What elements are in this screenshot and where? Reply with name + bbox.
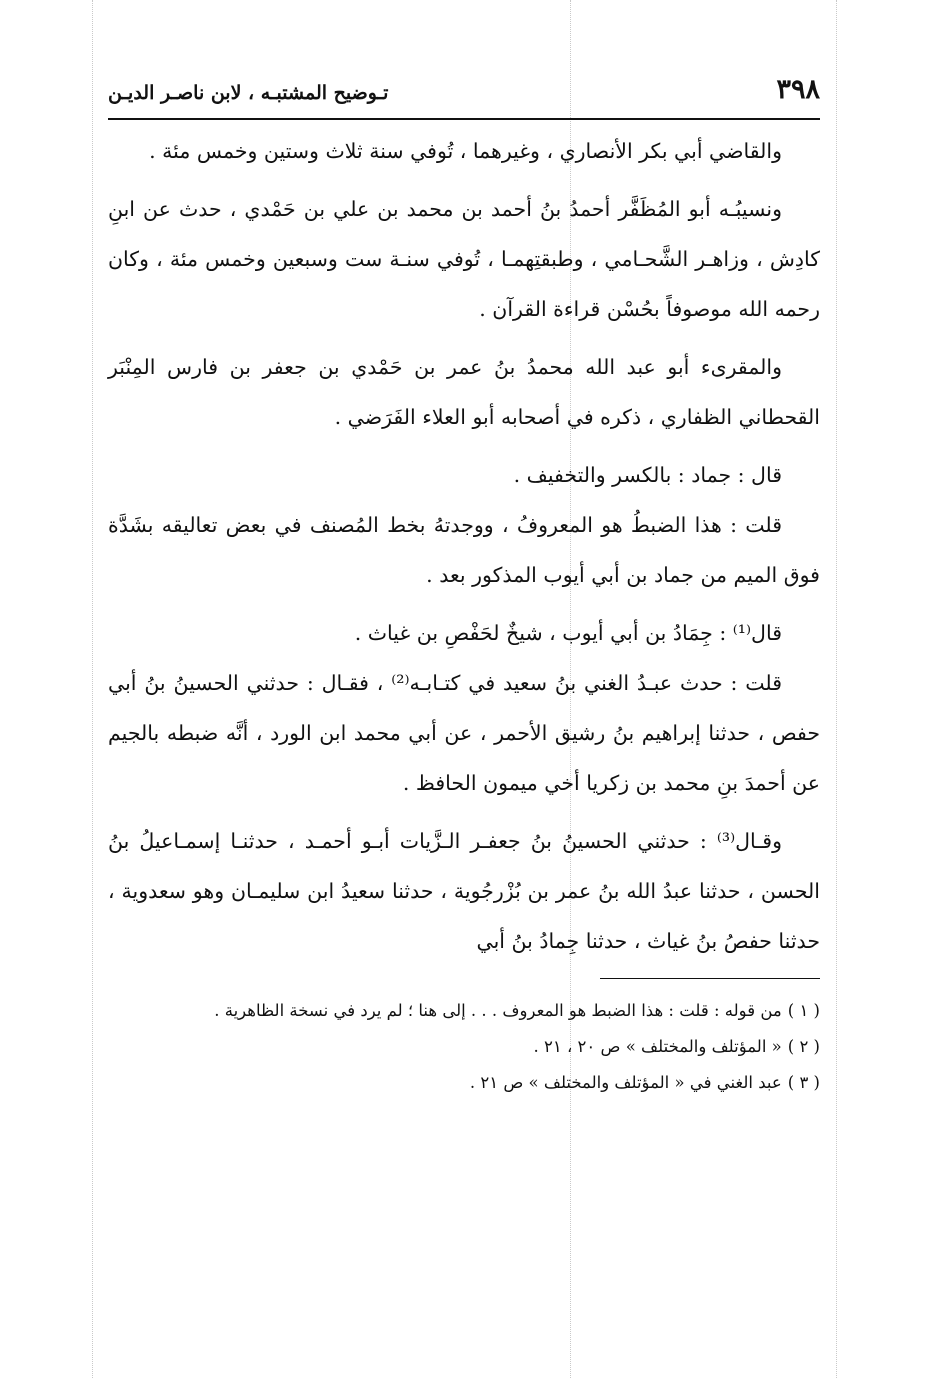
- page-header: [108, 60, 820, 114]
- paragraph: والقاضي أبي بكر الأنصاري ، وغيرهما ، تُوفي سنة ثلاث وستين وخمس مئة .: [149, 139, 782, 163]
- main-text: [108, 126, 820, 966]
- footnote-number: ( ١ ): [787, 1001, 820, 1020]
- scan-guide-line: [836, 0, 837, 1378]
- paragraph: قلت : حدث عبـدُ الغني بنُ سعيد في كتـابـه⁽²⁾ ، فقـال : حدثني الحسينُ بنُ أبي حفص ، حدثنا إبراهيم بنُ رشيق الأحمر ، عن أبي محمد ابن الورد ، أنَّه ضبطه بالجيم عن أحمدَ بنِ محمد بن زكريا أخي ميمون الحافظ .: [108, 671, 820, 795]
- book-page: [108, 60, 820, 1101]
- paragraph: قال⁽¹⁾ : جِمَادُ بن أبي أيوب ، شيخٌ لحَفْصِ بن غياث .: [354, 621, 782, 645]
- paragraph: والمقرىء أبو عبد الله محمدُ بنُ عمر بن حَمْدي بن جعفر بن فارس المِنْبَر القحطاني الظفاري ، ذكره في أصحابه أبو العلاء الفَرَضي .: [108, 355, 820, 429]
- scan-guide-line: [92, 0, 93, 1378]
- footnote-item: [108, 993, 820, 1029]
- footnote-number: ( ٢ ): [787, 1037, 820, 1056]
- footnote-item: [108, 1029, 820, 1065]
- footnote-text: « المؤتلف والمختلف » ص ٢٠ ، ٢١ .: [533, 1037, 782, 1056]
- paragraph: قلت : هذا الضبطُ هو المعروفُ ، ووجدتهُ بخط المُصنف في بعض تعاليقه بشَدَّة فوق الميم من جماد بن أبي أيوب المذكور بعد .: [108, 513, 820, 587]
- footnote-number: ( ٣ ): [787, 1073, 820, 1092]
- footnote-text: عبد الغني في « المؤتلف والمختلف » ص ٢١ .: [469, 1073, 782, 1092]
- paragraph: قال : جماد : بالكسر والتخفيف .: [513, 463, 782, 487]
- footnote-item: [108, 1065, 820, 1101]
- footnote-rule: [600, 978, 820, 979]
- paragraph: ونسيبُـه أبو المُظَفَّر أحمدُ بنُ أحمد بن محمد بن علي بن حَمْدي ، حدث عن ابنِ كادِش ، وزاهـر الشَّحـامي ، وطبقتِهمـا ، تُوفي سنـة ست وسبعين وخمس مئة ، وكان رحمه الله موصوفاً بحُسْن قراءة القرآن .: [108, 197, 820, 321]
- page-number: ٣٩٨: [776, 74, 820, 105]
- footnotes: [108, 993, 820, 1101]
- header-rule: [108, 118, 820, 120]
- footnote-text: من قوله : قلت : هذا الضبط هو المعروف . . . إلى هنا ؛ لم يرد في نسخة الظاهرية .: [214, 1001, 782, 1020]
- running-title: تـوضيح المشتبـه ، لابن ناصـر الديـن: [108, 82, 389, 104]
- paragraph: وقـال⁽³⁾ : حدثني الحسينُ بنُ جعفـر الـزَّيات أبـو أحمـد ، حدثنـا إسمـاعيلُ بنُ الحسن ، حدثنا عبدُ الله بنُ عمر بن بُزْرجُوية ، حدثنا سعيدُ ابن سليمـان وهو سعدوية ، حدثنا حفصُ بنُ غياث ، حدثنا جِمادُ بنُ أبي: [108, 829, 820, 953]
